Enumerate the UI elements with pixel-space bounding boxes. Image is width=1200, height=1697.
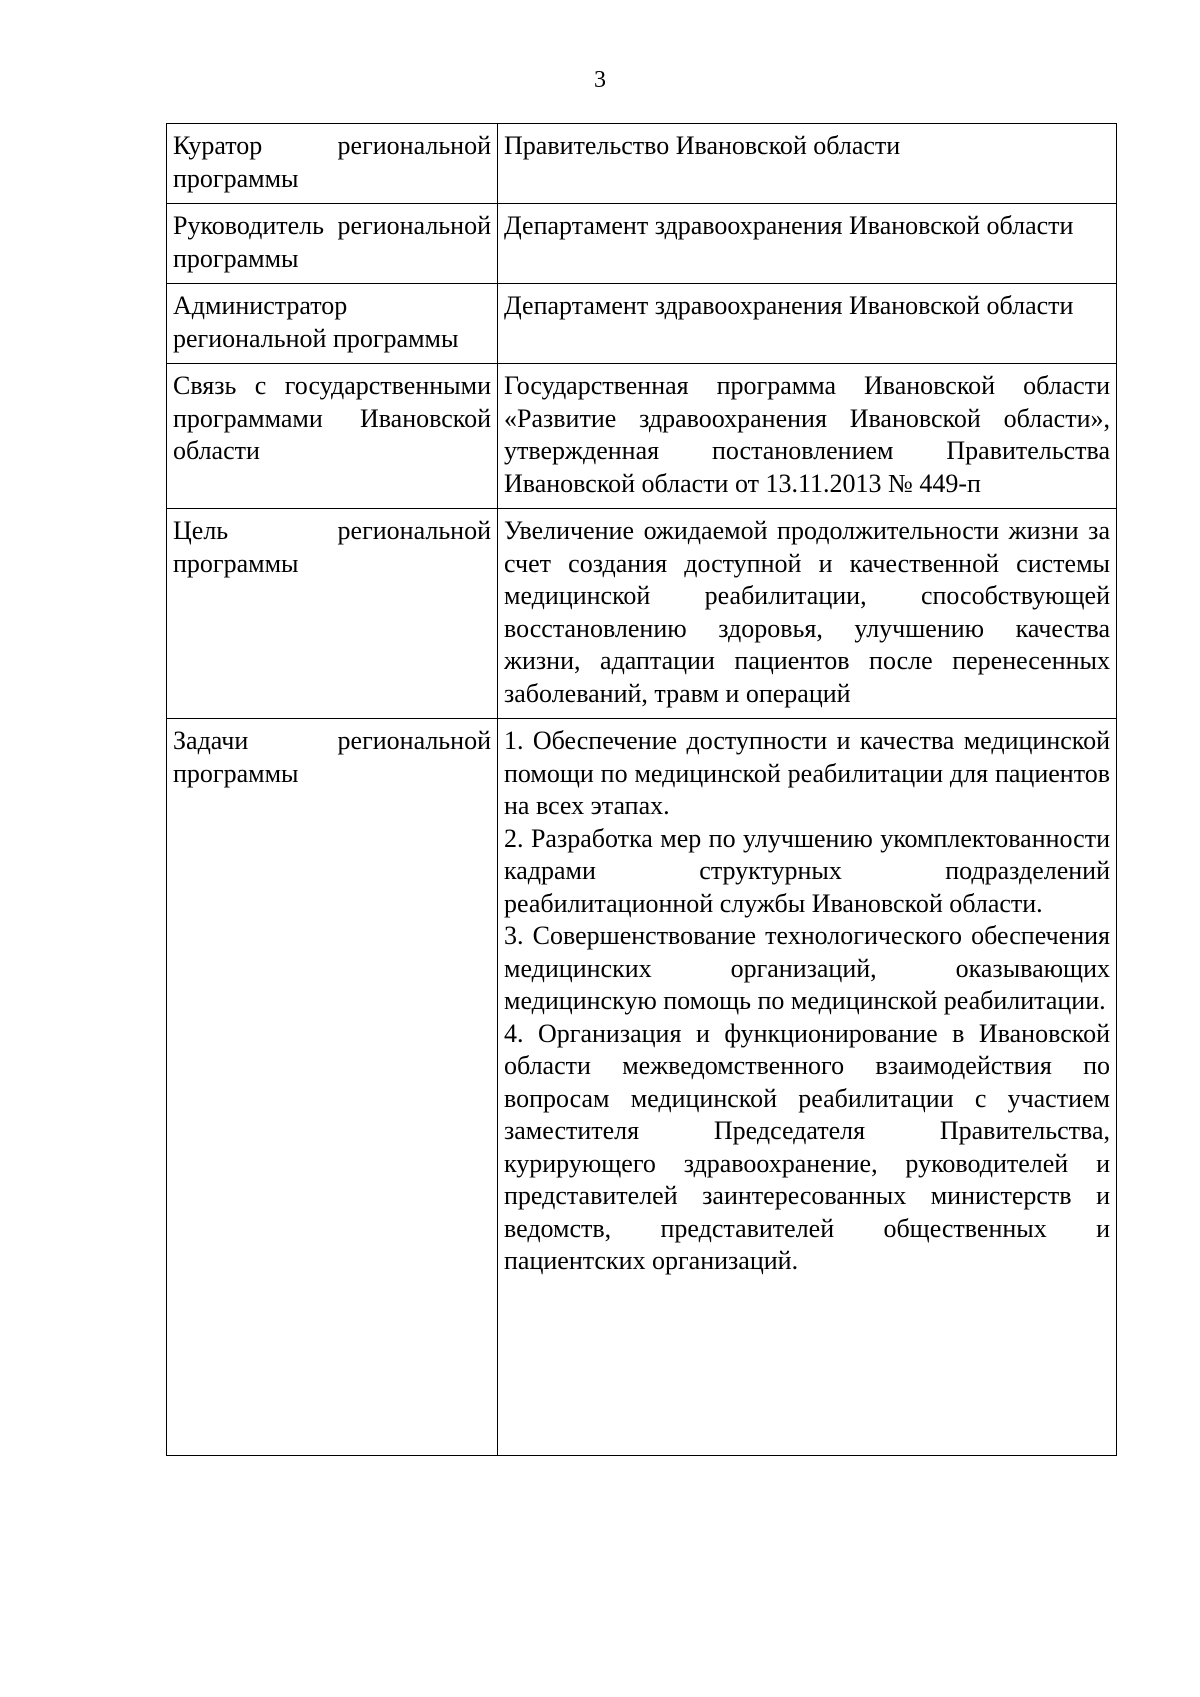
row-label-tasks: Задачи региональной программы: [167, 719, 498, 1456]
row-value-curator: Правительство Ивановской области: [498, 124, 1117, 204]
program-passport-table: [166, 123, 1117, 1456]
page-number: 3: [594, 67, 606, 93]
row-label-head: Руководитель региональной программы: [167, 204, 498, 284]
task-item: 1. Обеспечение доступности и качества медицинской помощи по медицинской реабилитации для пациентов на всех этапах.: [504, 726, 1110, 820]
row-label-administrator: Администратор региональной программы: [167, 284, 498, 364]
row-label-curator: Куратор региональной программы: [167, 124, 498, 204]
task-item: 3. Совершенствование технологического обеспечения медицинских организаций, оказывающих медицинскую помощь по медицинской реабилитации.: [504, 921, 1110, 1015]
row-value-administrator: Департамент здравоохранения Ивановской области: [498, 284, 1117, 364]
row-label-state-programs: Связь с государственными программами Ивановской области: [167, 364, 498, 509]
table-row: [167, 204, 1117, 284]
row-label-goal: Цель региональной программы: [167, 509, 498, 719]
table-row: [167, 364, 1117, 509]
table-row: [167, 124, 1117, 204]
row-value-goal: Увеличение ожидаемой продолжительности жизни за счет создания доступной и качественной системы медицинской реабилитации, способствующей восстановлению здоровья, улучшению качества жизни, адаптации пациентов после перенесенных заболеваний, травм и операций: [498, 509, 1117, 719]
row-value-head: Департамент здравоохранения Ивановской области: [498, 204, 1117, 284]
table-row: [167, 719, 1117, 1456]
row-value-state-programs: Государственная программа Ивановской области «Развитие здравоохранения Ивановской области», утвержденная постановлением Правительства Ивановской области от 13.11.2013 № 449-п: [498, 364, 1117, 509]
table-row: [167, 284, 1117, 364]
table-row: [167, 509, 1117, 719]
row-value-tasks: [498, 719, 1117, 1456]
task-item: 4. Организация и функционирование в Ивановской области межведомственного взаимодействия по вопросам медицинской реабилитации с участием заместителя Председателя Правительства, курирующего здравоохранение, руководителей и представителей заинтересованных министерств и ведомств, представителей общественных и пациентских организаций.: [504, 1018, 1110, 1275]
task-item: 2. Разработка мер по улучшению укомплектованности кадрами структурных подразделений реабилитационной службы Ивановской области.: [504, 823, 1110, 918]
